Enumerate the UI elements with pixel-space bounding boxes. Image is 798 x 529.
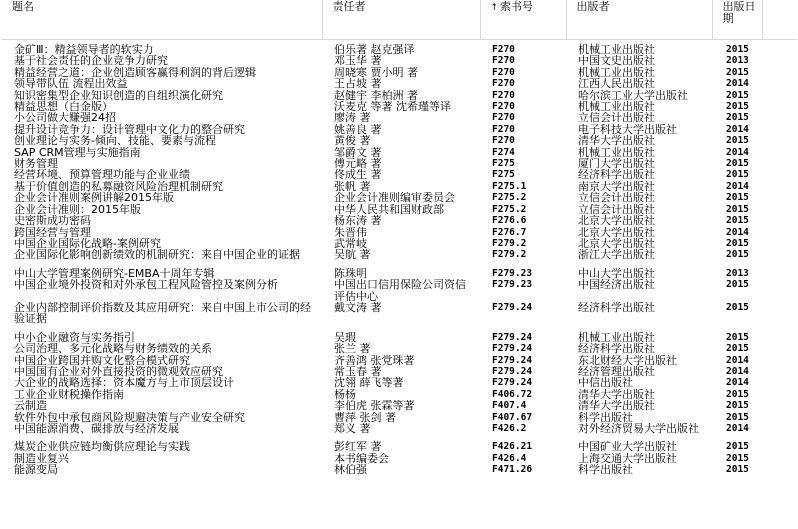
table-row[interactable] xyxy=(2,169,797,180)
empty-cell xyxy=(762,238,797,249)
publisher-cell: 立信会计出版社 xyxy=(578,192,655,204)
date-cell: 2014 xyxy=(726,78,749,90)
empty-cell xyxy=(762,343,797,354)
table-row[interactable] xyxy=(2,400,797,411)
column-header-publisher-label: 出版者 xyxy=(576,0,610,13)
author-cell: 姚善良 著 xyxy=(334,123,382,136)
author-cell: 佟成生 著 xyxy=(334,169,382,181)
empty-cell xyxy=(762,302,797,325)
date-cell: 2015 xyxy=(726,388,749,400)
author-cell: 吴航 著 xyxy=(334,249,371,261)
table-row[interactable] xyxy=(2,67,797,78)
date-cell: 2015 xyxy=(726,169,749,181)
table-row[interactable] xyxy=(2,215,797,226)
author-cell: 黄俊 著 xyxy=(334,135,371,147)
title-cell: 小公司做大赚强24招 xyxy=(14,112,116,124)
author-cell: 邓玉华 著 xyxy=(334,55,382,67)
date-cell: 2015 xyxy=(726,44,749,55)
publisher-cell: 北京大学出版社 xyxy=(578,226,655,238)
table-row[interactable] xyxy=(2,55,797,66)
author-cell: 齐善鸿 张党珠著 xyxy=(334,354,415,366)
call-number-cell: F426.4 xyxy=(492,452,527,464)
call-number-cell: F407.4 xyxy=(492,400,527,412)
column-header-date[interactable] xyxy=(712,0,762,40)
call-number-cell: F270 xyxy=(492,112,515,124)
publisher-cell: 清华大学出版社 xyxy=(578,400,655,412)
table-row[interactable] xyxy=(2,302,797,325)
date-cell: 2014 xyxy=(726,423,749,434)
column-header-title[interactable] xyxy=(2,0,322,40)
publisher-cell: 中信出版社 xyxy=(578,377,633,389)
date-cell: 2014 xyxy=(726,354,749,366)
call-number-cell: F275 xyxy=(492,169,515,181)
publisher-cell: 厦门大学出版社 xyxy=(578,158,655,170)
empty-cell xyxy=(762,377,797,388)
column-header-empty xyxy=(762,0,797,40)
empty-cell xyxy=(762,135,797,146)
title-cell: 工业企业财税操作指南 xyxy=(14,388,124,401)
table-row[interactable] xyxy=(2,135,797,146)
table-row[interactable] xyxy=(2,78,797,89)
table-row[interactable] xyxy=(2,279,797,302)
title-cell: 金矿Ⅲ：精益领导者的软实力 xyxy=(14,43,154,56)
empty-cell xyxy=(762,124,797,135)
title-cell: 中山大学管理案例研究-EMBA十周年专辑 xyxy=(14,266,215,280)
date-cell: 2014 xyxy=(726,123,749,135)
call-number-cell: F279.24 xyxy=(492,377,533,389)
empty-cell xyxy=(762,40,797,56)
publisher-cell: 上海交通大学出版社 xyxy=(578,452,677,465)
author-cell: 廖涛 著 xyxy=(334,112,371,124)
title-cell: 能源变局 xyxy=(14,464,58,476)
book-table xyxy=(2,0,797,476)
date-cell: 2014 xyxy=(726,180,749,192)
title-cell: SAP CRM管理与实施指南 xyxy=(14,146,141,159)
date-cell: 2015 xyxy=(726,464,749,476)
title-cell: 中国企业国际化战略-案例研究 xyxy=(14,237,161,250)
empty-cell xyxy=(762,279,797,302)
call-number-cell: F279.24 xyxy=(492,365,533,377)
empty-cell xyxy=(762,366,797,377)
table-row[interactable] xyxy=(2,423,797,434)
table-row[interactable] xyxy=(2,366,797,377)
title-cell: 史密斯成功密码 xyxy=(14,215,91,227)
table-row[interactable] xyxy=(2,227,797,238)
date-cell: 2015 xyxy=(726,158,749,170)
call-number-cell: F279.24 xyxy=(492,301,533,313)
publisher-cell: 机械工业出版社 xyxy=(578,66,655,79)
title-cell: 经营环境、预算管理功能与企业业绩 xyxy=(14,169,190,181)
sort-ascending-icon: ↑ xyxy=(490,3,499,13)
title-cell: 软件外包中承包商风险规避决策与产业安全研究 xyxy=(14,411,245,423)
empty-cell xyxy=(762,204,797,215)
title-cell: 财务管理 xyxy=(14,158,58,170)
empty-cell xyxy=(762,261,797,279)
author-cell: 朱晋伟 xyxy=(334,226,367,238)
publisher-cell: 中国经济出版社 xyxy=(578,279,655,292)
call-number-cell: F279.24 xyxy=(492,331,533,343)
date-cell: 2015 xyxy=(726,112,749,124)
empty-cell xyxy=(762,147,797,158)
publisher-cell: 对外经济贸易大学出版社 xyxy=(578,423,699,435)
table-row[interactable] xyxy=(2,158,797,169)
author-cell: 本书编委会 xyxy=(334,452,389,465)
call-number-cell: F279.2 xyxy=(492,237,527,249)
author-cell: 郑义 著 xyxy=(334,423,371,435)
publisher-cell: 清华大学出版社 xyxy=(578,135,655,147)
call-number-cell: F426.2 xyxy=(492,423,527,434)
table-row[interactable] xyxy=(2,343,797,354)
column-header-call-number-label: 索书号 xyxy=(500,0,534,13)
publisher-cell: 中山大学出版社 xyxy=(578,266,655,280)
column-header-call-number[interactable] xyxy=(480,0,566,40)
empty-cell xyxy=(762,412,797,423)
call-number-cell: F270 xyxy=(492,66,515,78)
title-cell: 企业国际化影响创新绩效的机制研究：来自中国企业的证据 xyxy=(14,249,300,261)
author-cell: 杨东涛 著 xyxy=(334,215,382,227)
author-cell: 中华人民共和国财政部 xyxy=(334,203,444,216)
table-row[interactable] xyxy=(2,355,797,366)
call-number-cell: F270 xyxy=(492,123,515,135)
call-number-cell: F270 xyxy=(492,78,515,90)
author-cell: 戴文涛 著 xyxy=(334,301,382,314)
title-cell: 知识密集型企业知识创造的自组织演化研究 xyxy=(14,89,223,102)
title-cell: 基于价值创造的私募融资风险治理机制研究 xyxy=(14,180,223,193)
publisher-cell: 经济科学出版社 xyxy=(578,169,655,181)
empty-cell xyxy=(762,249,797,260)
column-header-date-label: 出版日期 xyxy=(722,0,756,25)
call-number-cell: F426.21 xyxy=(492,441,533,453)
title-cell: 煤炭企业供应链均衡供应理论与实践 xyxy=(14,440,190,453)
date-cell: 2015 xyxy=(726,400,749,412)
author-cell: 林伯强 xyxy=(334,464,367,476)
call-number-cell: F270 xyxy=(492,89,515,101)
call-number-cell: F276.7 xyxy=(492,226,527,238)
date-cell: 2015 xyxy=(726,343,749,355)
date-cell: 2015 xyxy=(726,66,749,78)
empty-cell xyxy=(762,90,797,101)
call-number-cell: F270 xyxy=(492,44,515,55)
author-cell: 赵健宇 李柏洲 著 xyxy=(334,89,418,102)
publisher-cell: 北京大学出版社 xyxy=(578,237,655,250)
title-cell: 中国能源消费、碳排放与经济发展 xyxy=(14,423,179,435)
title-cell: 云制造 xyxy=(14,400,47,412)
call-number-cell: F275.2 xyxy=(492,203,527,215)
author-cell: 曹萍 张剑 著 xyxy=(334,411,396,423)
title-cell: 精益思想（白金版） xyxy=(14,101,113,113)
table-body xyxy=(2,40,797,476)
author-cell: 沃麦克 等著 沈希瑾等译 xyxy=(334,101,451,113)
title-cell: 创业理论与实务-倾向、技能、要素与流程 xyxy=(14,135,216,147)
table-row[interactable] xyxy=(2,238,797,249)
publisher-cell: 立信会计出版社 xyxy=(578,203,655,216)
date-cell: 2015 xyxy=(726,215,749,227)
title-cell: 中国企业境外投资和对外承包工程风险管控及案例分析 xyxy=(14,279,278,292)
publisher-cell: 东北财经大学出版社 xyxy=(578,354,677,366)
empty-cell xyxy=(762,355,797,366)
table-row[interactable] xyxy=(2,453,797,464)
table-row[interactable] xyxy=(2,389,797,400)
empty-cell xyxy=(762,67,797,78)
column-header-author-label: 责任者 xyxy=(332,0,366,13)
publisher-cell: 机械工业出版社 xyxy=(578,101,655,113)
author-cell: 杨杨 xyxy=(334,388,356,401)
call-number-cell: F275.1 xyxy=(492,180,527,192)
author-cell: 常玉春 著 xyxy=(334,365,382,378)
author-cell: 张帆 著 xyxy=(334,180,371,193)
table-row[interactable] xyxy=(2,40,797,56)
date-cell: 2015 xyxy=(726,249,749,261)
table-row[interactable] xyxy=(2,101,797,112)
title-cell: 中小企业融资与实务指引 xyxy=(14,330,135,344)
publisher-cell: 经济管理出版社 xyxy=(578,365,655,378)
table-row[interactable] xyxy=(2,464,797,475)
date-cell: 2015 xyxy=(726,135,749,147)
date-cell: 2014 xyxy=(726,146,749,158)
table-row[interactable] xyxy=(2,412,797,423)
date-cell: 2015 xyxy=(726,331,749,343)
publisher-cell: 哈尔滨工业大学出版社 xyxy=(578,89,688,102)
date-cell: 2015 xyxy=(726,279,749,291)
date-cell: 2015 xyxy=(726,452,749,464)
call-number-cell: F406.72 xyxy=(492,388,533,400)
publisher-cell: 科学出版社 xyxy=(578,464,633,476)
empty-cell xyxy=(762,55,797,66)
empty-cell xyxy=(762,389,797,400)
table-row[interactable] xyxy=(2,325,797,343)
call-number-cell: F276.6 xyxy=(492,215,527,227)
table-row[interactable] xyxy=(2,112,797,123)
empty-cell xyxy=(762,78,797,89)
empty-cell xyxy=(762,423,797,434)
call-number-cell: F471.26 xyxy=(492,464,533,476)
call-number-cell: F275 xyxy=(492,158,515,170)
call-number-cell: F279.2 xyxy=(492,249,527,261)
call-number-cell: F270 xyxy=(492,55,515,67)
publisher-cell: 南京大学出版社 xyxy=(578,180,655,193)
title-cell: 企业内部控制评价指数及其应用研究：来自中国上市公司的经验证据 xyxy=(14,301,311,325)
author-cell: 周晓寒 贾小明 著 xyxy=(334,66,418,79)
empty-cell xyxy=(762,227,797,238)
call-number-cell: F279.24 xyxy=(492,354,533,366)
empty-cell xyxy=(762,192,797,203)
author-cell: 傅元略 著 xyxy=(334,158,382,170)
publisher-cell: 科学出版社 xyxy=(578,411,633,423)
call-number-cell: F275.2 xyxy=(492,192,527,204)
publisher-cell: 电子科技大学出版社 xyxy=(578,123,677,136)
publisher-cell: 中国文史出版社 xyxy=(578,55,655,67)
call-number-cell: F279.24 xyxy=(492,343,533,355)
column-header-title-label: 题名 xyxy=(12,0,34,13)
date-cell: 2014 xyxy=(726,226,749,238)
empty-cell xyxy=(762,325,797,343)
empty-cell xyxy=(762,215,797,226)
publisher-cell: 清华大学出版社 xyxy=(578,388,655,401)
table-row[interactable] xyxy=(2,377,797,388)
date-cell: 2015 xyxy=(726,192,749,204)
column-header-publisher[interactable] xyxy=(566,0,712,40)
table-row[interactable] xyxy=(2,249,797,260)
date-cell: 2014 xyxy=(726,365,749,377)
publisher-cell: 北京大学出版社 xyxy=(578,215,655,227)
empty-cell xyxy=(762,169,797,180)
header-row xyxy=(2,0,797,40)
publisher-cell: 机械工业出版社 xyxy=(578,43,655,56)
title-cell: 企业会计准则案例讲解2015年版 xyxy=(14,192,174,204)
empty-cell xyxy=(762,434,797,452)
author-cell: 企业会计准则编审委员会 xyxy=(334,192,455,204)
call-number-cell: F270 xyxy=(492,135,515,147)
table-row[interactable] xyxy=(2,434,797,452)
call-number-cell: F407.67 xyxy=(492,411,533,423)
title-cell: 跨国经营与管理 xyxy=(14,226,91,238)
date-cell: 2015 xyxy=(726,411,749,423)
date-cell: 2014 xyxy=(726,377,749,389)
title-cell: 中国国有企业对外直接投资的微观效应研究 xyxy=(14,365,223,378)
empty-cell xyxy=(762,181,797,192)
author-cell: 沈翎 薛飞等著 xyxy=(334,377,404,389)
empty-cell xyxy=(762,101,797,112)
column-header-author[interactable] xyxy=(322,0,480,40)
call-number-cell: F279.23 xyxy=(492,279,533,291)
date-cell: 2015 xyxy=(726,203,749,215)
table-row[interactable] xyxy=(2,181,797,192)
author-cell: 吴瑕 xyxy=(334,330,356,344)
empty-cell xyxy=(762,112,797,123)
author-cell: 陈珠明 xyxy=(334,266,367,280)
title-cell: 大企业的战略选择：资本魔方与上市顶层设计 xyxy=(14,377,234,389)
call-number-cell: F279.23 xyxy=(492,267,533,279)
empty-cell xyxy=(762,464,797,475)
publisher-cell: 中国矿业大学出版社 xyxy=(578,440,677,453)
publisher-cell: 浙江大学出版社 xyxy=(578,249,655,261)
table-row[interactable] xyxy=(2,261,797,279)
publisher-cell: 机械工业出版社 xyxy=(578,330,655,344)
author-cell: 武常岐 xyxy=(334,237,367,250)
date-cell: 2015 xyxy=(726,441,749,453)
call-number-cell: F270 xyxy=(492,101,515,113)
table-row[interactable] xyxy=(2,192,797,203)
author-cell: 彭红军 著 xyxy=(334,440,382,453)
title-cell: 制造业复兴 xyxy=(14,452,69,465)
table-row[interactable] xyxy=(2,147,797,158)
title-cell: 领导带队伍 流程出效益 xyxy=(14,78,128,90)
empty-cell xyxy=(762,158,797,169)
title-cell: 精益经营之道：企业创造顾客赢得利润的背后逻辑 xyxy=(14,66,256,79)
date-cell: 2013 xyxy=(726,55,749,67)
call-number-cell: F274 xyxy=(492,146,515,158)
date-cell: 2015 xyxy=(726,301,749,313)
date-cell: 2015 xyxy=(726,101,749,113)
table-row[interactable] xyxy=(2,204,797,215)
author-cell: 邹爵文 著 xyxy=(334,146,382,159)
title-cell: 企业会计准则：2015年版 xyxy=(14,203,141,216)
publisher-cell: 立信会计出版社 xyxy=(578,112,655,124)
title-cell: 公司治理、多元化战略与财务绩效的关系 xyxy=(14,343,212,355)
empty-cell xyxy=(762,400,797,411)
date-cell: 2015 xyxy=(726,89,749,101)
title-cell: 提升设计竞争力：设计管理中文化力的整合研究 xyxy=(14,123,245,136)
author-cell: 张兰 著 xyxy=(334,343,371,355)
publisher-cell: 经济科学出版社 xyxy=(578,343,655,355)
date-cell: 2015 xyxy=(726,237,749,249)
author-cell: 伯乐著 赵克强译 xyxy=(334,43,415,56)
date-cell: 2013 xyxy=(726,267,749,279)
publisher-cell: 经济科学出版社 xyxy=(578,301,655,314)
table-row[interactable] xyxy=(2,90,797,101)
publisher-cell: 机械工业出版社 xyxy=(578,146,655,159)
publisher-cell: 江西人民出版社 xyxy=(578,78,655,90)
title-cell: 基于社会责任的企业竞争力研究 xyxy=(14,55,168,67)
empty-cell xyxy=(762,453,797,464)
author-cell: 中国出口信用保险公司资信评估中心 xyxy=(334,279,466,302)
author-cell: 李伯虎 张霖等著 xyxy=(334,400,415,412)
author-cell: 王占坡 著 xyxy=(334,78,382,90)
title-cell: 中国企业跨国并购文化整合模式研究 xyxy=(14,354,190,366)
table-row[interactable] xyxy=(2,124,797,135)
